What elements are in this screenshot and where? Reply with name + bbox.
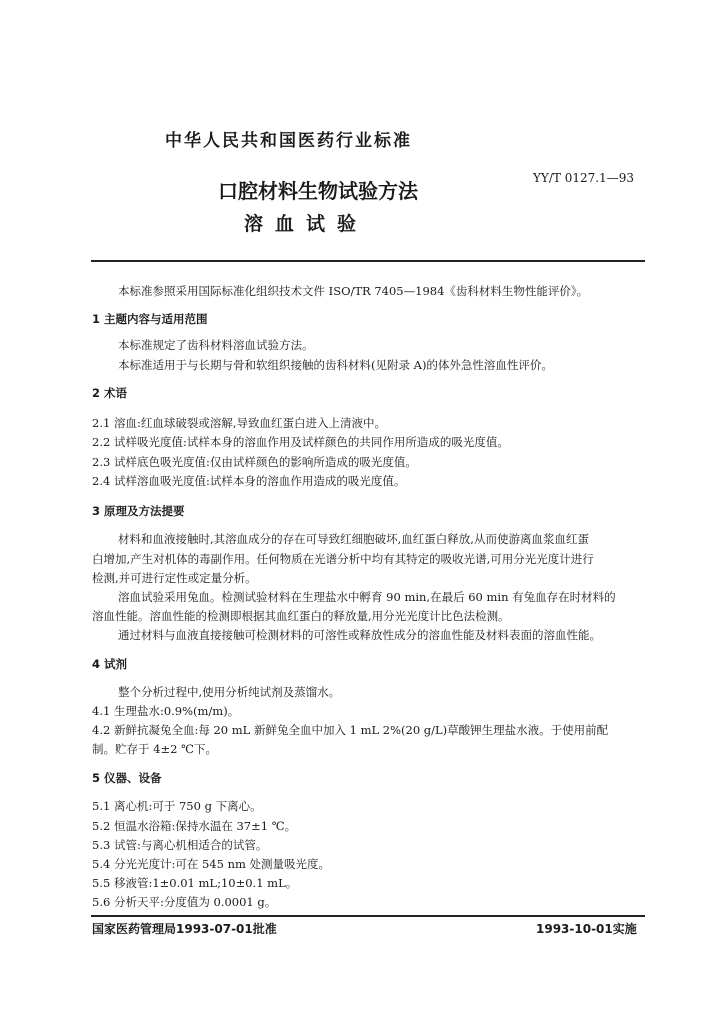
section-3-line: 检测,并可进行定性或定量分析。 xyxy=(92,571,257,585)
term-item: 2.2 试样吸光度值:试样本身的溶血作用及试样颜色的共同作用所造成的吸光度值。 xyxy=(92,435,509,449)
footer-divider xyxy=(91,915,645,917)
standard-code: YY/T 0127.1—93 xyxy=(533,171,634,185)
equipment-item: 5.5 移液管:1±0.01 mL;10±0.1 mL。 xyxy=(92,876,298,890)
intro-paragraph: 本标准参照采用国际标准化组织技术文件 ISO/TR 7405—1984《齿科材料生物性能评价》。 xyxy=(118,284,589,298)
reagent-item: 4.1 生理盐水:0.9%(m/m)。 xyxy=(92,704,240,718)
term-item: 2.3 试样底色吸光度值:仅由试样颜色的影响所造成的吸光度值。 xyxy=(92,455,417,469)
equipment-item: 5.2 恒温水浴箱:保持水温在 37±1 ℃。 xyxy=(92,819,297,833)
document-title: 口腔材料生物试验方法 xyxy=(218,179,418,203)
equipment-item: 5.6 分析天平:分度值为 0.0001 g。 xyxy=(92,895,277,909)
section-1-paragraph: 本标准规定了齿科材料溶血试验方法。 xyxy=(118,338,314,352)
section-3-line: 溶血试验采用兔血。检测试验材料在生理盐水中孵育 90 min,在最后 60 min 有兔血存在时材料的 xyxy=(118,590,616,604)
section-4-heading: 4 试剂 xyxy=(92,657,128,671)
section-3-line: 材料和血液接触时,其溶血成分的存在可导致红细胞破坏,血红蛋白释放,从而使游离血浆血红蛋 xyxy=(118,532,589,546)
standard-name: 中华人民共和国医药行业标准 xyxy=(165,131,412,151)
section-3-line: 白增加,产生对机体的毒副作用。任何物质在光谱分析中均有其特定的吸收光谱,可用分光光度计进行 xyxy=(92,552,594,566)
equipment-item: 5.1 离心机:可于 750 g 下离心。 xyxy=(92,799,262,813)
document-subtitle: 溶血试验 xyxy=(244,213,369,235)
approval-date: 国家医药管理局1993-07-01批准 xyxy=(92,922,277,936)
term-item: 2.4 试样溶血吸光度值:试样本身的溶血作用造成的吸光度值。 xyxy=(92,474,406,488)
section-5-heading: 5 仪器、设备 xyxy=(92,771,162,785)
section-4-paragraph: 整个分析过程中,使用分析纯试剂及蒸馏水。 xyxy=(118,685,341,699)
reagent-item: 4.2 新鲜抗凝兔全血:每 20 mL 新鲜兔全血中加入 1 mL 2%(20 g/L)草酸钾生理盐水液。于使用前配 xyxy=(92,723,609,737)
section-3-line: 通过材料与血液直接接触可检测材料的可溶性或释放性成分的溶血性能及材料表面的溶血性能。 xyxy=(118,628,601,642)
section-2-heading: 2 术语 xyxy=(92,386,128,400)
section-3-heading: 3 原理及方法提要 xyxy=(92,504,185,518)
equipment-item: 5.3 试管:与离心机相适合的试管。 xyxy=(92,838,268,852)
section-3-line: 溶血性能。溶血性能的检测即根据其血红蛋白的释放量,用分光光度计比色法检测。 xyxy=(92,609,510,623)
equipment-item: 5.4 分光光度计:可在 545 nm 处测量吸光度。 xyxy=(92,857,331,871)
header-divider xyxy=(91,260,645,262)
effective-date: 1993-10-01实施 xyxy=(536,922,637,936)
section-1-paragraph: 本标准适用于与长期与骨和软组织接触的齿科材料(见附录 A)的体外急性溶血性评价。 xyxy=(118,358,553,372)
section-1-heading: 1 主题内容与适用范围 xyxy=(92,312,208,326)
term-item: 2.1 溶血:红血球破裂或溶解,导致血红蛋白进入上清液中。 xyxy=(92,416,386,430)
reagent-item: 制。贮存于 4±2 ℃下。 xyxy=(92,742,217,756)
